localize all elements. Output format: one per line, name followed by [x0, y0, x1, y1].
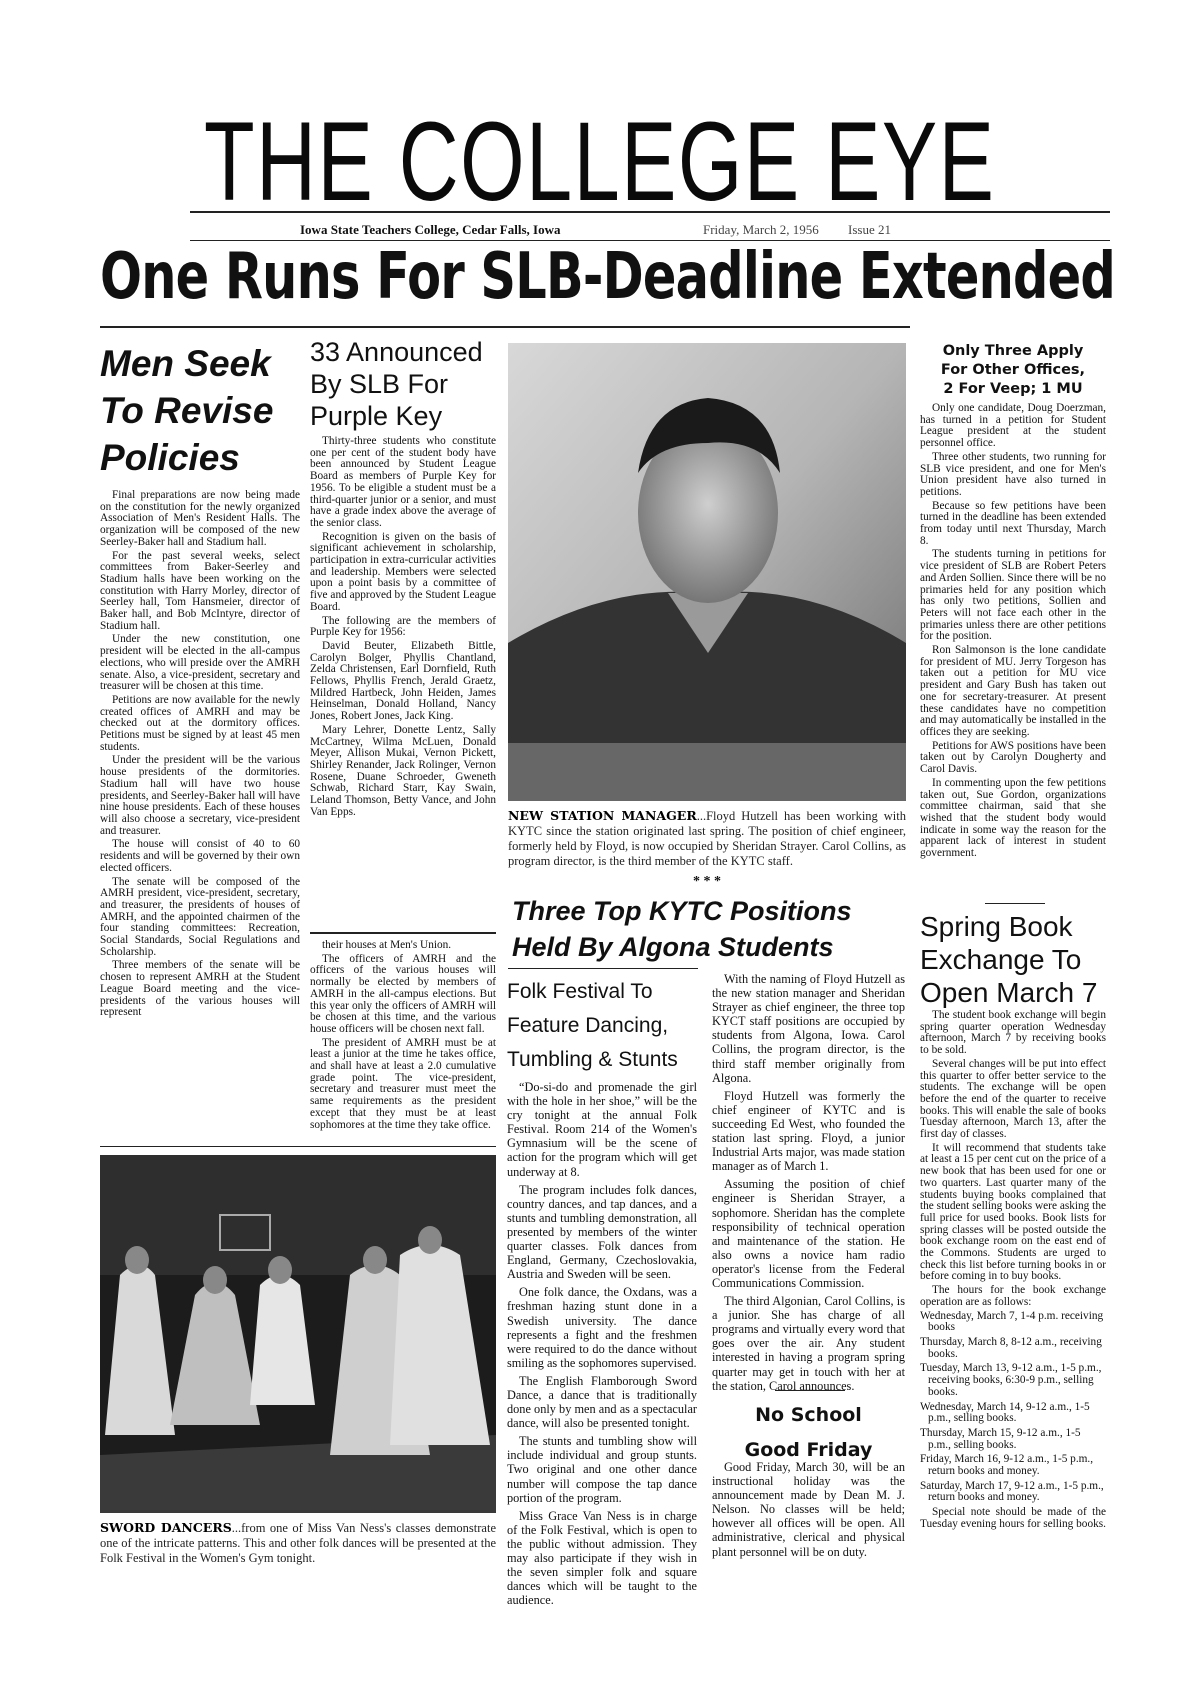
caption-lead: SWORD DANCERS: [100, 1520, 232, 1535]
headline-line: To Revise: [100, 390, 274, 431]
no-school-headline: [712, 1398, 905, 1468]
paragraph: Only one candidate, Doug Doerzman, has turned in a petition for Student League president at the student personnel office.: [920, 402, 1106, 450]
paragraph: The English Flamborough Sword Dance, a dance that is traditionally done only by men and as a spectacular dance, will also be presented tonight.: [507, 1373, 697, 1431]
book-exchange-headline: [920, 910, 1097, 1009]
folk-festival-body: [507, 1080, 697, 1611]
men-seek-headline: [100, 340, 273, 481]
column-divider: [310, 932, 496, 934]
headline-line: Spring Book: [920, 911, 1073, 942]
paragraph: With the naming of Floyd Hutzell as the new station manager and Sheridan Strayer as chief engineer, the three top KYCT staff positions are occupied by students from Algona, Iowa. Carol Collins, the program director, is the third staff member originally from Algona.: [712, 972, 905, 1085]
publisher-line: Iowa State Teachers College, Cedar Falls, Iowa: [300, 222, 561, 237]
headline-line: No School: [755, 1404, 862, 1426]
paragraph: Final preparations are now being made on the constitution for the newly organized Association of Men's Resident Halls. The organization will be composed of the new Seerley-Baker hall and Stadium hall.: [100, 489, 300, 548]
folk-rule: [508, 968, 698, 969]
book-exchange-paragraphs: [920, 1010, 1106, 1309]
paragraph: One folk dance, the Oxdans, was a freshman hazing stunt done in a Swedish university. The dance represents a fight and the freshmen were required to do the dance without smiling as the sophomores supervised.: [507, 1285, 697, 1370]
paragraph: The students turning in petitions for vice president of SLB are Robert Peters and Arden Sollien. Since there will be no primaries held for any position which has only two petitions, Sollien and Peters will not face each other in the primaries unless there are other petitions for the position.: [920, 548, 1106, 643]
paragraph: Thirty-three students who constitute one per cent of the student body have been announced by Student League Board as members of Purple Key for 1956. To be eligible a student must be a third-quarter junior or a senior, and must have a grade index above the average of the senior class.: [310, 435, 496, 529]
paragraph: Recognition is given on the basis of significant achievement in scholarship, participation in extra-curricular activities and leadership. Members were selected upon a point basis by a committee of five and approved by the Student League Board.: [310, 530, 496, 613]
folk-festival-headline: [507, 975, 678, 1077]
paragraph: The student book exchange will begin spring quarter operation Wednesday afternoon, March 7 by receiving books to be sold.: [920, 1009, 1106, 1057]
paragraph: Three members of the senate will be chosen to represent AMRH at the Student League Board meeting and the vice-presidents of the various houses will represent: [100, 959, 300, 1019]
headline-line: Policies: [100, 437, 240, 478]
paragraph: Petitions for AWS positions have been taken out by Carolyn Dougherty and Carol Davis.: [920, 739, 1106, 776]
paragraph: It will recommend that students take at least a 15 per cent cut on the price of a new book that has been used for one or two quarters. Last quarter many of the students buying books complained that the student selling books were asking the full price for used books. Book lists for spring classes will be posted outside the book exchange room on the east end of the Commons. Students are urged to check this list before turning books in or before coming in to buy books.: [920, 1141, 1106, 1283]
paragraph: Friday, March 16, 9-12 a.m., 1-5 p.m., return books and money.: [920, 1453, 1094, 1478]
headline-line: Good Friday: [744, 1439, 873, 1461]
paragraph: Several changes will be put into effect this quarter to offer better service to the students. The exchange will be open before the end of the quarter to receive books. This will enable the sale of books Tuesday afternoon, March 13, after the first day of classes.: [920, 1057, 1106, 1141]
paragraph: For the past several weeks, select committees from Baker-Seerley and Stadium halls have been working on the constitution with Harry Morley, director of Seerley hall, Tom Hansmeier, director of Baker hall, and Bob McIntyre, director of Stadium hall.: [100, 549, 300, 632]
station-manager-photo: [508, 343, 906, 801]
headline-line: Only Three Apply: [942, 343, 1084, 359]
issue-date: Friday, March 2, 1956: [703, 222, 819, 237]
paragraph: Thursday, March 8, 8-12 a.m., receiving books.: [920, 1335, 1102, 1360]
paragraph: The third Algonian, Carol Collins, is a junior. She has charge of all programs and virtually every word that goes over the air. Any student interested in having a program spring quarter may get in touch with her at the station, Carol announces.: [712, 1294, 905, 1393]
paragraph: In commenting upon the few petitions taken out, Sue Gordon, organizations committee chairman, said that she wished that the student body would indicate in some way the reason for the apparent lack of interest in student government.: [920, 776, 1106, 860]
headline-line: Purple Key: [310, 401, 443, 431]
book-exchange-schedule: [920, 1311, 1106, 1505]
men-seek-continued: [310, 940, 496, 1133]
headline-line: Folk Festival To: [507, 980, 653, 1003]
banner-rule: [100, 326, 910, 328]
purple-key-headline: [310, 336, 483, 432]
headline-line: By SLB For: [310, 369, 449, 399]
paragraph: The senate will be composed of the AMRH president, vice-president, secretary, and treasurer, the presidents of houses of AMRH, and the appointed chairmen of the four standing committees: Recreation, Social Standards, Social Regulations and Scholarship.: [100, 875, 300, 958]
paragraph: Under the president will be the various house presidents of the dormitories. Stadium hall will have two house presidents, and Seerley-Baker hall will have nine house presidents. Each of these houses will also choose a secretary, vice-president and treasurer.: [100, 754, 300, 837]
paragraph: their houses at Men's Union.: [322, 939, 452, 951]
paragraph: Three other students, two running for SLB vice president, and one for Men's Union president have also turned in petitions.: [920, 450, 1106, 498]
paragraph: Floyd Hutzell was formerly the chief engineer of KYTC and is succeeding Ed West, who founded the station last spring. Floyd, a junior Industrial Arts major, was made station manager as of March 1.: [712, 1088, 905, 1174]
paragraph: Wednesday, March 14, 9-12 a.m., 1-5 p.m., selling books.: [920, 1400, 1090, 1425]
closing-paragraph: Special note should be made of the Tuesday evening hours for selling books.: [920, 1506, 1106, 1530]
headline-line: Open March 7: [920, 977, 1098, 1008]
book-exchange-body: [920, 1010, 1106, 1533]
paragraph: The hours for the book exchange operation are as follows:: [920, 1284, 1106, 1308]
paragraph: Ron Salmonson is the lone candidate for president of MU. Jerry Torgeson has taken out a petition for MU vice president and Gary Bush has taken out one for secretary-treasurer. At present these candidates have no competition and may automatically be installed in the offices they are seeking.: [920, 644, 1106, 738]
right-column-rule: [985, 903, 1045, 904]
paragraph: Good Friday, March 30, will be an instructional holiday was the announcement made by Dean M. J. Nelson. No classes will be held; however all offices will be open. All administrative, clerical and physical plant personnel will be on duty.: [712, 1460, 905, 1559]
caption-text: ...from one of Miss Van Ness's classes demonstrate one of the intricate patterns. This and other folk dances will be presented at the Folk Festival in the Women's Gym tonight.: [100, 1521, 496, 1565]
paragraph: Miss Grace Van Ness is in charge of the Folk Festival, which is open to the public without admission. They may also participate if they wish in the seven simpler folk and square dances which will be taught to the audience.: [507, 1508, 697, 1608]
paragraph: Wednesday, March 7, 1-4 p.m. receiving books: [920, 1309, 1104, 1334]
headline-line: Held By Algona Students: [512, 932, 834, 962]
separator-stars: * * *: [693, 874, 721, 889]
issue-number: Issue 21: [848, 222, 891, 237]
only-three-body: [920, 403, 1106, 862]
paragraph: “Do-si-do and promenade the girl with the hole in her shoe,” will be the cry tonight at the annual Folk Festival. Room 214 of the Women's Gymnasium will be the scene of action for the program which will get underway at 8.: [507, 1080, 697, 1179]
headline-line: Men Seek: [100, 343, 271, 384]
caption-text: ...Floyd Hutzell has been working with KYTC since the station originated last spring. The position of chief engineer, formerly held by Floyd, is now occupied by Sheridan Strayer. Carol Collins, as program director, is the third member of the KYTC staff.: [508, 809, 906, 868]
paragraph: Assuming the position of chief engineer is Sheridan Strayer, a sophomore. Sheridan has the complete responsibility of technical operation and maintenance of the station. He also owns a novice ham radio operator's license from the Federal Communications Commission.: [712, 1177, 905, 1290]
paragraph: Because so few petitions have been turned in the deadline has been extended from today until next Thursday, March 8.: [920, 499, 1106, 547]
headline-line: Tumbling & Stunts: [507, 1048, 678, 1071]
paragraph: The program includes folk dances, country dances, and tap dances, and a stunts and tumbling demonstration, all presented by members of the winter quarter classes. Folk dances from England, Germany, Czechoslovakia, Austria and Sweden will be seen.: [507, 1182, 697, 1282]
kytc-headline: [512, 893, 852, 965]
masthead-rule-top: [190, 211, 1110, 213]
paragraph: Petitions are now available for the newly created offices of AMRH and may be checked out at the dormitory offices. Petitions must be signed by at least 45 men students.: [100, 693, 300, 753]
banner-headline-box: [100, 238, 1115, 318]
paragraph: Thursday, March 15, 9-12 a.m., 1-5 p.m., selling books.: [920, 1426, 1081, 1451]
purple-key-body: [310, 436, 496, 821]
headline-line: Three Top KYTC Positions: [512, 896, 852, 926]
no-school-rule: [775, 1390, 845, 1391]
station-photo-caption: [508, 808, 906, 869]
sword-photo-caption: [100, 1520, 496, 1566]
paragraph: The following are the members of Purple Key for 1956:: [310, 614, 496, 639]
only-three-headline: [920, 342, 1106, 399]
paragraph: The officers of AMRH and the officers of the various houses will normally be elected by members of AMRH in the all-campus elections. But this year only the officers of AMRH will be chosen at this time, and the various house officers will be chosen next fall.: [310, 952, 496, 1035]
headline-line: Exchange To: [920, 944, 1082, 975]
kytc-body: [712, 972, 905, 1397]
paragraph: The stunts and tumbling show will include individual and group stunts. Two original and one other dance number will compose the tap dance portion of the program.: [507, 1434, 697, 1505]
paragraph: Tuesday, March 13, 9-12 a.m., 1-5 p.m., receiving books, 6:30-9 p.m., selling books.: [920, 1362, 1102, 1398]
headline-line: 2 For Veep; 1 MU: [943, 381, 1083, 397]
paragraph: Under the new constitution, one president will be elected in the all-campus elections, who will preside over the AMRH senate. Also, a vice-president, secretary and treasurer will be chosen at this time.: [100, 633, 300, 693]
banner-headline: One Runs For SLB-Deadline Extended: [100, 240, 1115, 314]
headline-line: 33 Announced: [310, 337, 483, 367]
photo-rule: [100, 1146, 496, 1147]
no-school-body: [712, 1460, 905, 1563]
headline-line: For Other Offices,: [940, 362, 1086, 378]
headline-line: Feature Dancing,: [507, 1014, 669, 1037]
newspaper-title: THE COLLEGE EYE: [204, 99, 996, 224]
paragraph: Saturday, March 17, 9-12 a.m., 1-5 p.m., return books and money.: [920, 1479, 1104, 1504]
sword-dancers-photo: [100, 1155, 496, 1513]
paragraph: The president of AMRH must be at least a junior at the time he takes office, and shall have at least a 2.0 cumulative grade point. The vice-president, secretary and treasurer must meet the same requirements as the president except that they must be at least sophomores at the time they take office.: [310, 1036, 496, 1131]
men-seek-body: [100, 490, 300, 1021]
paragraph: David Beuter, Elizabeth Bittle, Carolyn Bolger, Phyllis Chantland, Zelda Christensen, Earl Dornfield, Ruth Fellows, Phyllis French, Jerald Graetz, Mildred Hartbeck, John Heiden, James Heinselman, Donald Holland, Nancy Jones, Robert Jones, Jack King.: [310, 639, 496, 723]
paragraph: The house will consist of 40 to 60 residents and will be governed by their own elected officers.: [100, 838, 300, 874]
caption-lead: NEW STATION MANAGER: [508, 808, 697, 823]
masthead: [0, 99, 1200, 224]
paragraph: Mary Lehrer, Donette Lentz, Sally McCartney, Wilma McLuen, Donald Meyer, Allison Mukai, Vernon Pickett, Shirley Renander, Jack Rolinger, Vernon Rosene, Duane Schroeder, Gweneth Schwab, Richard Starr, Kay Swain, Leland Thomson, Betty Vance, and John Van Epps.: [310, 723, 496, 818]
